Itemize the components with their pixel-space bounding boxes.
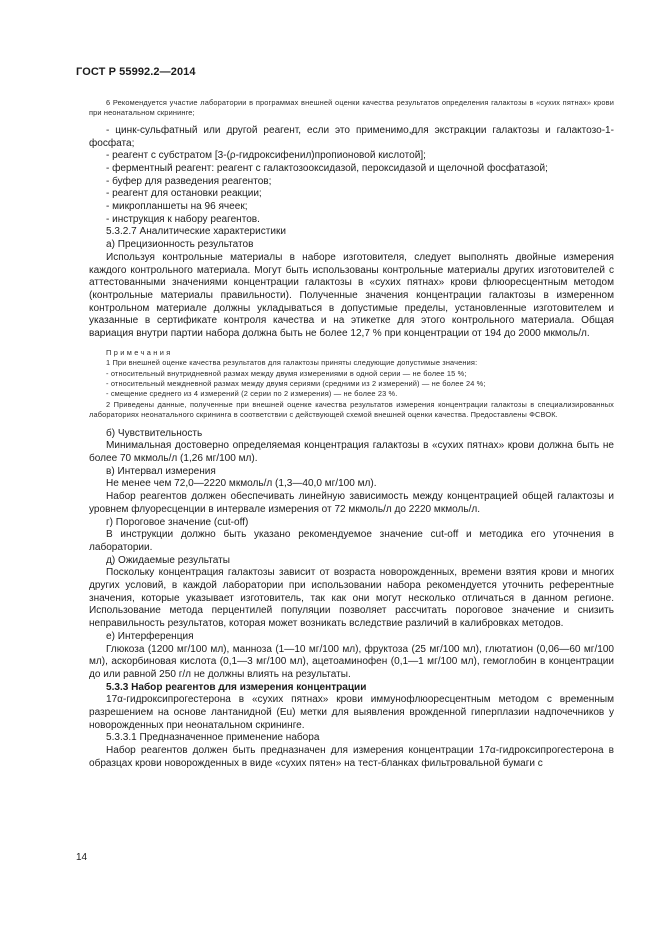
list-item: - микропланшеты на 96 ячеек;	[106, 201, 248, 213]
paragraph-range: Не менее чем 72,0—2220 мкмоль/л (1,3—40,0 мг/100 мл).	[106, 478, 377, 490]
page-number: 14	[76, 852, 88, 863]
paragraph-expected-results: Поскольку концентрация галактозы зависит от возраста новорожденных, времени взятия крови и многих других условий, в каждой лаборатории при использовании набора рекомендуется уточнить референтные значения, которые указывает изготовитель, так как они могут несколько отличаться в данном регионе. Использование метода перцентилей популяции позволяет рассчитать пороговое значение и снизить неправильность результатов, которая может возникать вследствие различий в калибровках методов.	[89, 567, 614, 630]
top-note: 6 Рекомендуется участие лаборатории в программах внешней оценки качества результатов определения галактозы в «сухих пятнах» крови при неонатальном скрининге;	[89, 98, 614, 118]
section-heading: 5.3.2.7 Аналитические характеристики	[106, 226, 286, 238]
subsection-label: б) Чувствительность	[106, 427, 203, 439]
kit-component-list	[89, 125, 614, 227]
note-1-item: - относительный внутридневной размах между двумя измерениями в одной серии — не более 15 %;	[106, 368, 467, 378]
paragraph-cutoff: В инструкции должно быть указано рекомендуемое значение cut-off и методика его уточнения в лаборатории.	[89, 529, 614, 553]
paragraph-linearity: Набор реагентов должен обеспечивать линейную зависимость между концентрацией общей галактозы и уровнем флуоресценции в интервале измерения от 72 мкмоль/л до 2220 мкмоль/л.	[89, 491, 614, 515]
list-item: - буфер для разведения реагентов;	[106, 175, 272, 187]
notes-block	[89, 348, 614, 421]
list-item: - цинк-сульфатный или другой реагент, если это применимо,для экстракции галактозы и галактозо-1-фосфата;	[89, 124, 614, 149]
paragraph-intended-use: Набор реагентов должен быть предназначен для измерения концентрации 17α-гидроксипрогестерона в образцах крови новорожденных в виде «сухих пятен» на тест-бланках фильтровальной бумаги с	[89, 745, 614, 769]
note-2: 2 Приведены данные, полученные при внешней оценке качества результатов измерения концентрации галактозы в специализированных лабораториях неонатального скрининга в соответствии с действующей схемой внешней оценки качества. Предоставлены ФСВОК.	[89, 399, 614, 420]
paragraph-sensitivity: Минимальная достоверно определяемая концентрация галактозы в «сухих пятнах» крови должна быть не более 70 мкмоль/л (1,26 мг/100 мл).	[89, 440, 614, 465]
list-item: - реагент с субстратом [3-(ρ-гидроксифенил)пропионовой кислотой];	[106, 150, 426, 162]
subsection-label: е) Интерференция	[106, 630, 194, 642]
notes-heading: Примечания	[106, 347, 173, 357]
standard-header: ГОСТ Р 55992.2—2014	[76, 66, 196, 78]
list-item: - ферментный реагент: реагент с галактозооксидазой, пероксидазой и щелочной фосфатазой;	[106, 162, 548, 174]
note-1: 1 При внешней оценке качества результатов для галактозы приняты следующие допустимые значения:	[106, 358, 478, 368]
page-content	[89, 98, 614, 771]
subsection-label: д) Ожидаемые результаты	[106, 554, 230, 566]
section-heading: 5.3.3 Набор реагентов для измерения концентрации	[106, 681, 367, 693]
list-item: - реагент для остановки реакции;	[106, 188, 262, 200]
subsection-label: г) Пороговое значение (cut-off)	[106, 516, 249, 528]
list-item: - инструкция к набору реагентов.	[106, 213, 260, 225]
subsection-label: а) Прецизионность результатов	[106, 239, 254, 251]
paragraph-precision: Используя контрольные материалы в наборе изготовителя, следует выполнять двойные измерения каждого контрольного материала. Могут быть использованы контрольные материалы других изготовителей с аттестованными значениями концентрации галактозы в «сухих пятнах» крови флюоресцентным методом (контрольные материалы правильности). Полученные значения концентрации галактозы в измеренном контрольном материале должны укладываться в допустимые пределы, установленные изготовителем и указанные в сертификате контроля качества и на этикетке для этого контрольного материала. Общая вариация внутри партии набора должна быть не более 12,7 % при концентрации от 194 до 2000 мкмоль/л.	[89, 251, 614, 340]
paragraph-kit-533: 17α-гидроксипрогестерона в «сухих пятнах» крови иммунофлюоресцентным методом с временным разрешением на основе лантанидной (Eu) метки для выявления врожденной гиперплазии надпочечников у новорожденных при неонатальном скрининге.	[89, 694, 614, 731]
note-1-item: - относительный междневной размах между двумя сериями (средними из 2 измерений) — не более 24 %;	[106, 378, 486, 388]
subsection-label: в) Интервал измерения	[106, 465, 216, 477]
note-1-item: - смещение среднего из 4 измерений (2 серии по 2 измерения) — не более 23 %.	[106, 389, 398, 399]
paragraph-interference: Глюкоза (1200 мг/100 мл), манноза (1—10 мг/100 мл), фруктоза (25 мг/100 мл), глютатион (0,06—60 мг/100 мл), аскорбиновая кислота (0,1—3 мг/100 мл), ацетоаминофен (0,1—1 мг/100 мл), гемоглобин в концентрации до или равной 250 г/л не должны влиять на результаты.	[89, 643, 614, 680]
section-heading: 5.3.3.1 Предназначенное применение набора	[106, 732, 320, 744]
